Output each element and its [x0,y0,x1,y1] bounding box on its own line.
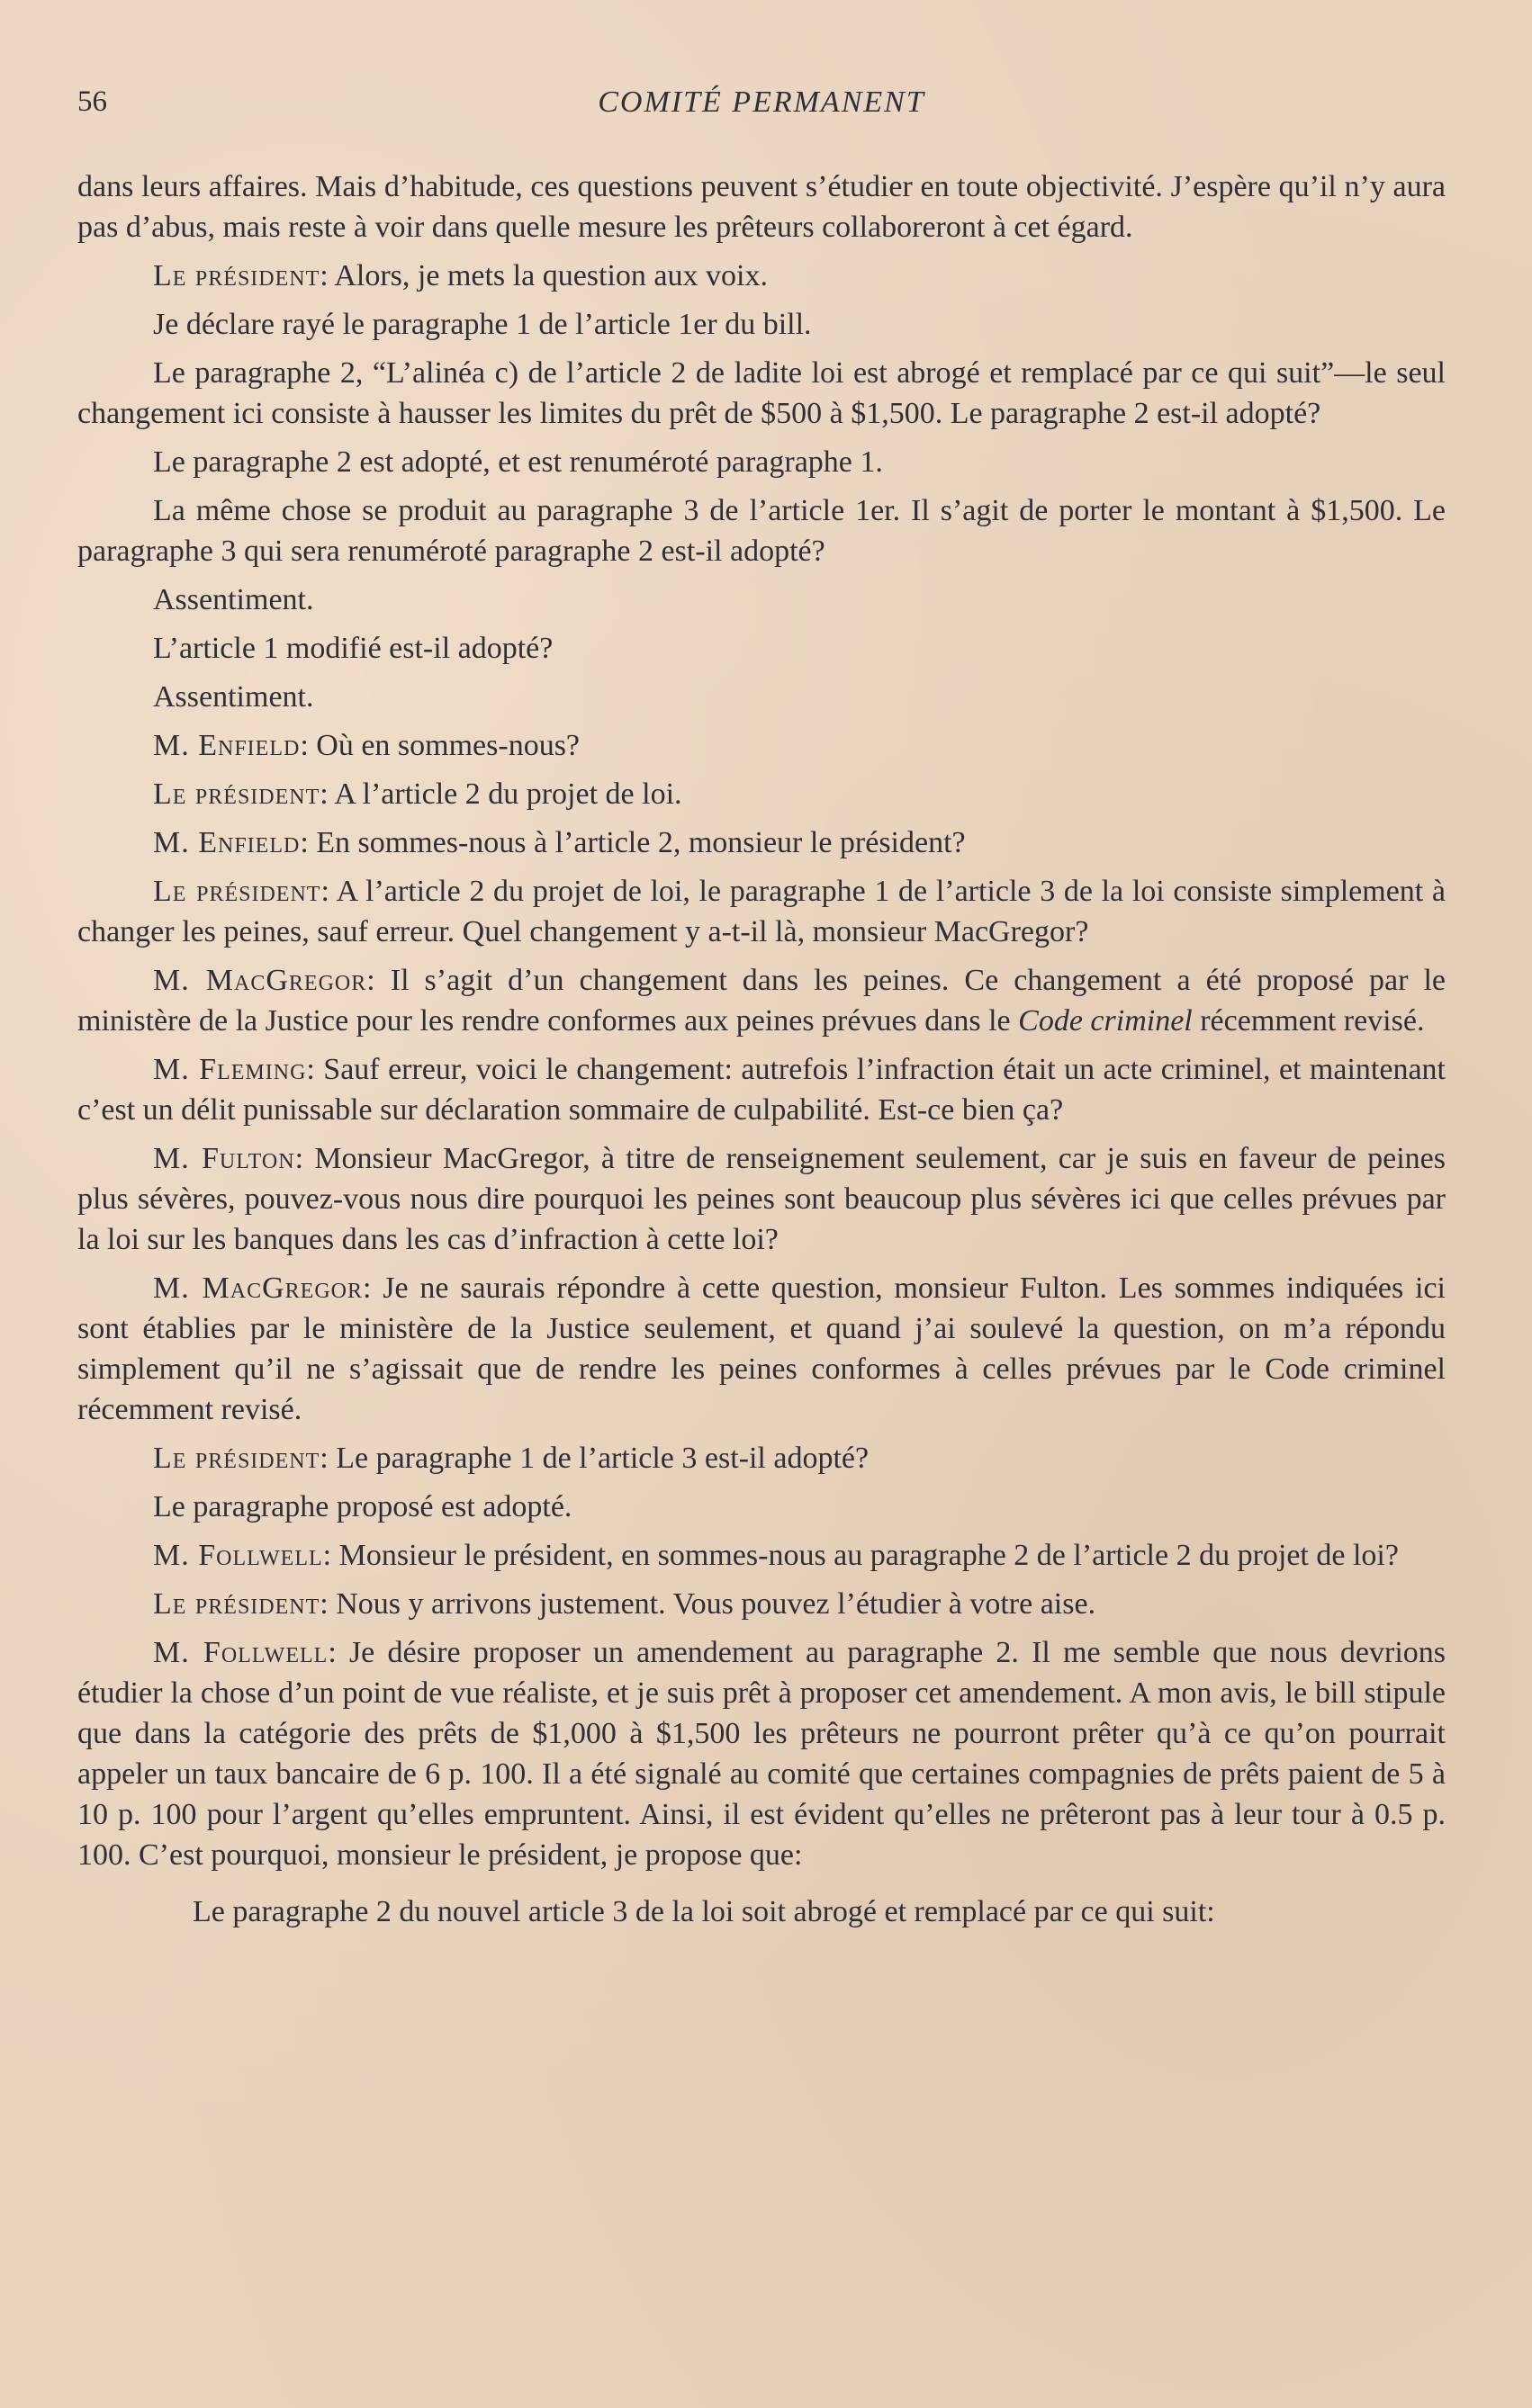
speaker-name: Le président [153,1442,320,1475]
speaker-name: M. Follwell [153,1636,329,1669]
paragraph: M. Fulton: Monsieur MacGregor, à titre de renseignement seulement, car je suis en faveur de peines plus sévères, pouvez-vous nous dire pourquoi les peines sont beaucoup plus sévères ici que celles prévues par la loi sur les banques dans les cas d’infraction à cette loi? [77,1142,1446,1256]
paragraph: Assentiment. [153,680,314,714]
speaker-name: Le président [153,259,320,292]
paragraph: Le président: Alors, je mets la question aux voix. [153,259,768,292]
paragraph: Le président: Nous y arrivons justement. Vous pouvez l’étudier à votre aise. [153,1587,1096,1621]
paragraph: Je déclare rayé le paragraphe 1 de l’article 1er du bill. [153,308,812,341]
speaker-name: M. Enfield [153,826,301,859]
paragraph: M. Enfield: Où en sommes-nous? [153,729,581,762]
running-title: COMITÉ PERMANENT [598,85,925,119]
italic-title: Code criminel [1018,1004,1193,1038]
paragraph: Le paragraphe 2 est adopté, et est renuméroté paragraphe 1. [153,445,883,479]
paragraph: Assentiment. [153,583,314,616]
paragraph: M. MacGregor: Je ne saurais répondre à cette question, monsieur Fulton. Les sommes indiquées ici sont établies par le ministère de la Justice seulement, et quand j’ai soulevé la question, on m’a répondu simplement qu’il ne s’agissait que de rendre les peines conformes à celles prévues par le Code criminel récemment revisé. [77,1271,1446,1426]
speaker-name: M. Fleming [153,1053,307,1086]
paragraph: M. Enfield: En sommes-nous à l’article 2, monsieur le président? [153,826,966,859]
paragraph: M. MacGregor: Il s’agit d’un changement dans les peines. Ce changement a été proposé par le ministère de la Justice pour les rendre conformes aux peines prévues dans le Code criminel récemment revisé. [77,964,1446,1038]
body-text [77,166,1446,1932]
paragraph: Le président: A l’article 2 du projet de loi. [153,777,682,811]
paragraph: Le paragraphe proposé est adopté. [153,1490,572,1523]
paragraph: Le paragraphe 2, “L’alinéa c) de l’article 2 de ladite loi est abrogé et remplacé par ce qui suit”—le seul changement ici consiste à hausser les limites du prêt de $500 à $1,500. Le paragraphe 2 est-il adopté? [77,356,1446,430]
paragraph: Le président: Le paragraphe 1 de l’article 3 est-il adopté? [153,1442,870,1475]
speaker-name: Le président [153,875,321,908]
paragraph: M. Follwell: Monsieur le président, en sommes-nous au paragraphe 2 de l’article 2 du projet de loi? [153,1539,1399,1572]
speaker-name: M. MacGregor [153,1271,363,1305]
speaker-name: M. Follwell [153,1539,323,1572]
speaker-name: M. Fulton [153,1142,295,1175]
document-page [77,85,1446,1940]
paragraph: La même chose se produit au paragraphe 3 de l’article 1er. Il s’agit de porter le montant à $1,500. Le paragraphe 3 qui sera renuméroté paragraphe 2 est-il adopté? [77,494,1446,568]
running-head [77,85,1446,125]
speaker-name: Le président [153,777,320,811]
motion-paragraph: Le paragraphe 2 du nouvel article 3 de la loi soit abrogé et remplacé par ce qui suit: [193,1895,1215,1928]
page-number: 56 [77,85,107,118]
speaker-name: Le président [153,1587,320,1621]
speaker-name: M. MacGregor [153,964,367,997]
paragraph: dans leurs affaires. Mais d’habitude, ces questions peuvent s’étudier en toute objectivité. J’espère qu’il n’y aura pas d’abus, mais reste à voir dans quelle mesure les prêteurs collaboreront à cet égard. [77,170,1446,244]
paragraph: L’article 1 modifié est-il adopté? [153,632,554,665]
paragraph: M. Follwell: Je désire proposer un amendement au paragraphe 2. Il me semble que nous devrions étudier la chose d’un point de vue réaliste, et je suis prêt à proposer cet amendement. A mon avis, le bill stipule que dans la catégorie des prêts de $1,000 à $1,500 les prêteurs ne pourront prêter qu’à ce qu’on pourrait appeler un taux bancaire de 6 p. 100. Il a été signalé au comité que certaines compagnies de prêts paient de 5 à 10 p. 100 pour l’argent qu’elles empruntent. Ainsi, il est évident qu’elles ne prêteront pas à leur tour à 0.5 p. 100. C’est pourquoi, monsieur le président, je propose que: [77,1636,1446,1872]
paragraph: Le président: A l’article 2 du projet de loi, le paragraphe 1 de l’article 3 de la loi consiste simplement à changer les peines, sauf erreur. Quel changement y a-t-il là, monsieur MacGregor? [77,875,1446,948]
speaker-name: M. Enfield [153,729,301,762]
paragraph: M. Fleming: Sauf erreur, voici le changement: autrefois l’infraction était un acte criminel, et maintenant c’est un délit punissable sur déclaration sommaire de culpabilité. Est-ce bien ça? [77,1053,1446,1127]
